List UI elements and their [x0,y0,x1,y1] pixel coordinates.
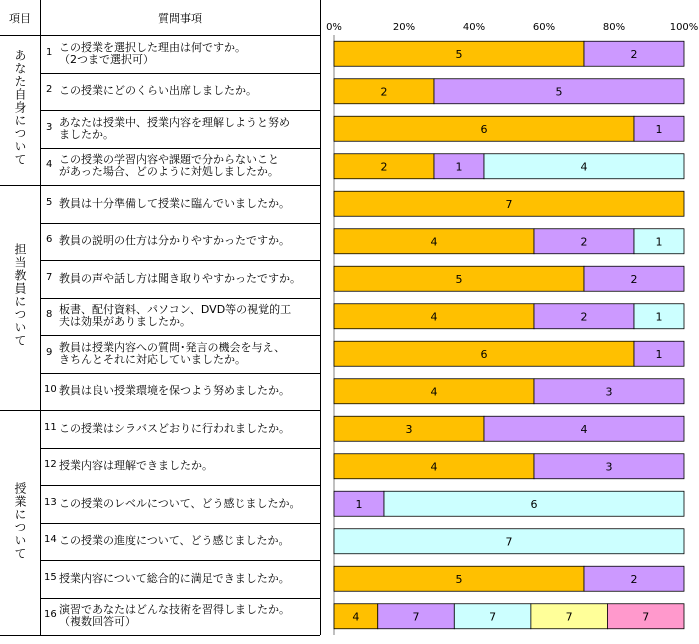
x-tick-label: 0% [326,22,342,33]
bar-value-label: 4 [430,460,438,474]
question-text: 教員は授業内容への質問･発言の機会を与え、 [59,340,286,354]
bar-value-label: 7 [505,535,513,549]
question-text: この授業の学習内容や課題で分からないこと [59,153,279,167]
bar-value-label: 6 [530,497,538,511]
bar-value-label: 1 [455,160,463,174]
header-question: 質問事項 [158,12,202,25]
bar-value-label: 7 [642,610,650,624]
bar-value-label: 5 [455,47,463,61]
bar-value-label: 2 [630,572,638,586]
question-number: 2 [46,84,53,96]
bar-value-label: 2 [630,272,638,286]
category-label: 授業について [13,481,27,560]
bar-value-label: 2 [380,160,388,174]
bar-value-label: 5 [455,272,463,286]
bar-value-label: 2 [580,310,588,324]
bar-value-label: 5 [455,572,463,586]
question-number: 16 [44,609,57,621]
question-text: 教員は良い授業環境を保つよう努めましたか。 [59,384,290,398]
bar-value-label: 4 [430,310,438,324]
question-number: 15 [44,571,57,583]
question-number: 7 [46,271,53,283]
x-tick-label: 80% [602,22,626,33]
bar-value-label: 6 [480,122,488,136]
question-number: 1 [46,46,53,58]
question-number: 6 [46,234,53,246]
question-number: 12 [44,459,57,471]
question-number: 11 [44,421,57,433]
question-number: 5 [46,196,53,208]
bar-value-label: 4 [580,422,588,436]
x-tick-label: 60% [532,22,556,33]
question-text: 教員の説明の仕方は分かりやすかったですか。 [59,234,290,248]
bar-value-label: 1 [655,122,663,136]
bar-value-label: 1 [655,347,663,361]
bar-value-label: 1 [655,235,663,249]
bar-value-label: 7 [412,610,420,624]
question-text: 板書、配付資料、パソコン、DVD等の視覚的工 [59,303,292,317]
bar-value-label: 7 [489,610,497,624]
question-text: この授業のレベルについて、どう感じましたか。 [59,496,301,510]
bar-value-label: 1 [655,310,663,324]
bar-value-label: 2 [630,47,638,61]
bar-value-label: 4 [352,610,360,624]
question-text: （複数回答可） [59,615,136,629]
question-number: 4 [46,159,53,171]
bar-value-label: 3 [605,460,613,474]
question-number: 9 [46,346,53,358]
bar-value-label: 6 [480,347,488,361]
question-text: 教員の声や話し方は聞き取りやすかったですか。 [59,271,301,285]
bar-value-label: 2 [380,85,388,99]
question-number: 8 [46,309,53,321]
question-text: があった場合、どのように対処しましたか。 [59,165,279,179]
question-text: 授業内容について総合的に満足できましたか。 [59,571,290,585]
bar-value-label: 7 [565,610,573,624]
question-text: 教員は十分準備して授業に臨んでいましたか。 [59,196,290,210]
category-label: あなた自身について [13,48,27,166]
question-text: 演習であなたはどんな技術を習得しましたか。 [59,603,290,617]
question-text: この授業にどのくらい出席しましたか。 [59,84,257,98]
bar-value-label: 3 [405,422,413,436]
question-text: この授業の進度について、どう感じましたか。 [59,534,290,548]
bar-value-label: 2 [580,235,588,249]
question-text: 授業内容は理解できましたか。 [59,459,213,473]
question-text: ましたか。 [59,127,114,141]
question-text: この授業を選択した理由は何ですか。 [59,40,246,54]
bar-value-label: 4 [430,385,438,399]
bar-value-label: 4 [430,235,438,249]
question-text: この授業はシラバスどおりに行われましたか。 [59,421,290,435]
question-text: 夫は効果がありましたか。 [59,315,191,329]
header-item: 項目 [9,12,31,25]
question-text: あなたは授業中、授業内容を理解しようと努め [59,115,290,129]
bar-value-label: 4 [580,160,588,174]
bar-value-label: 7 [505,197,513,211]
question-number: 10 [44,384,57,396]
x-tick-label: 20% [392,22,416,33]
question-number: 13 [44,496,57,508]
question-text: （2つまで選択可） [59,52,154,66]
category-label: 担当教員について [13,243,27,348]
x-tick-label: 100% [669,22,699,33]
bar-value-label: 1 [355,497,363,511]
question-text: きちんとそれに対応していましたか。 [59,352,246,366]
question-number: 3 [46,121,53,133]
x-tick-label: 40% [462,22,486,33]
question-number: 14 [44,534,57,546]
bar-value-label: 3 [605,385,613,399]
bar-value-label: 5 [555,85,563,99]
